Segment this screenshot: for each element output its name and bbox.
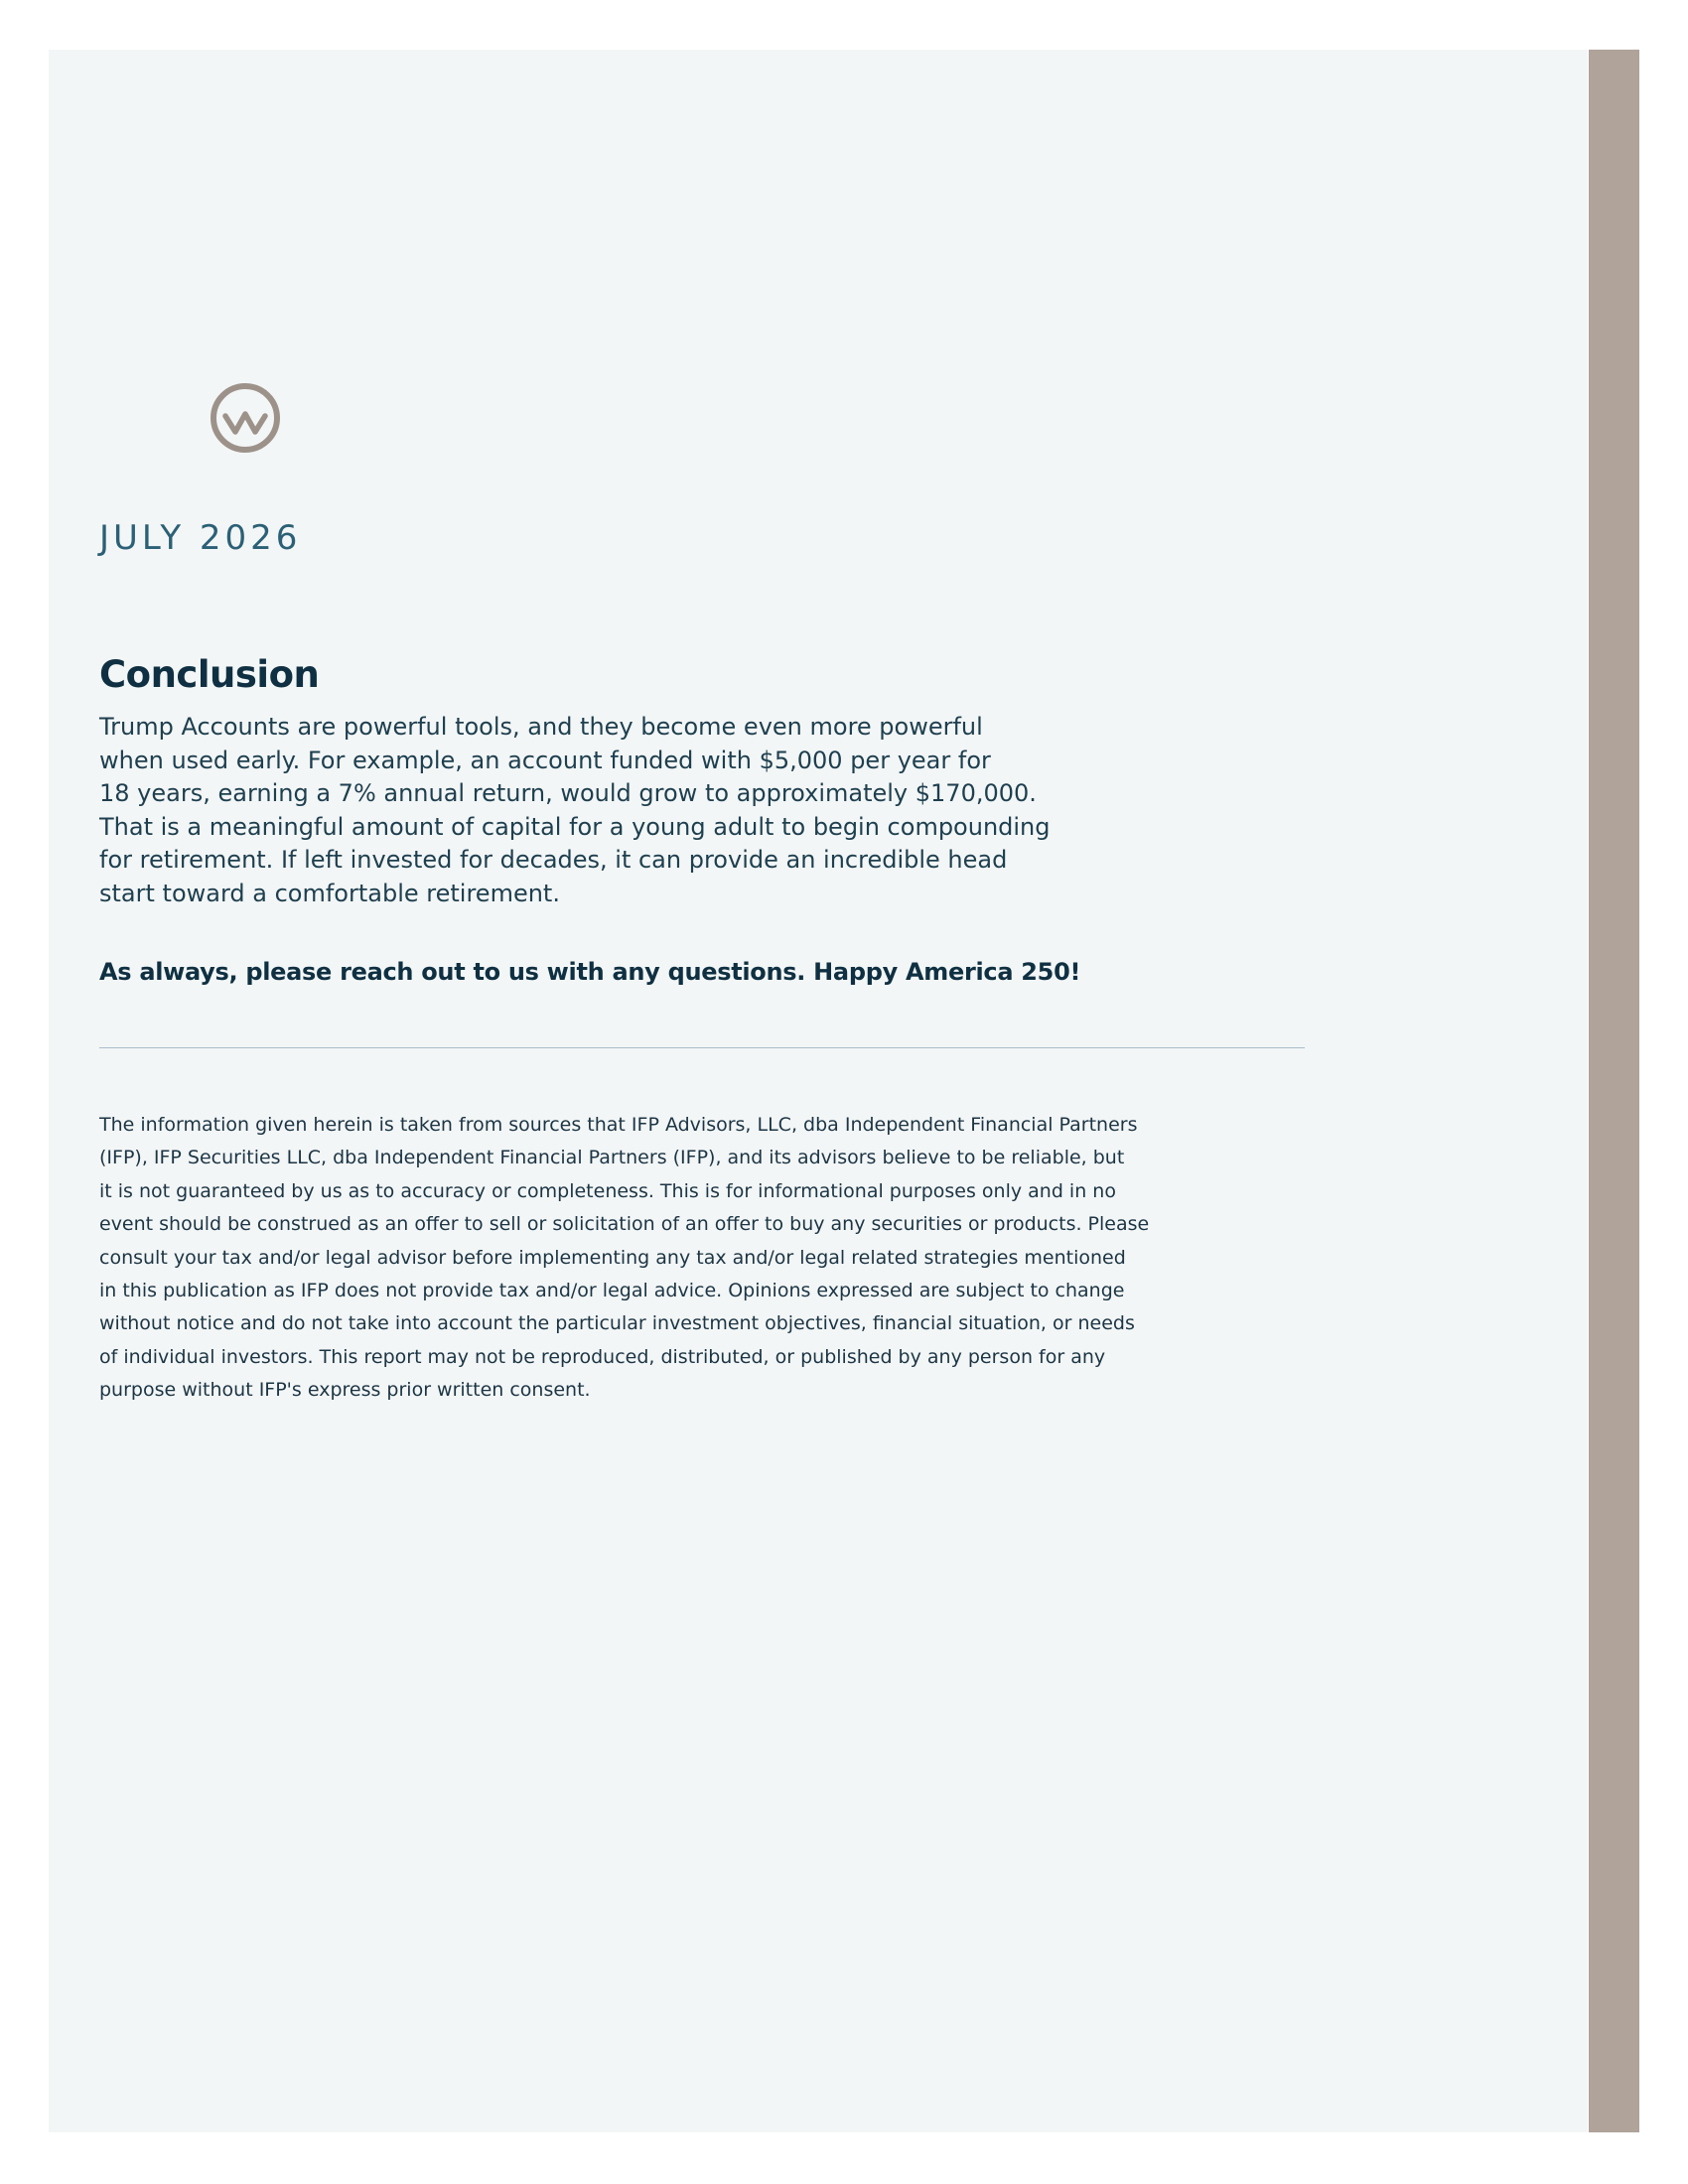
paragraph-line: for retirement. If left invested for decades, it can provide an incredible head <box>99 846 1008 874</box>
page-background <box>49 50 1588 2132</box>
disclaimer-line: it is not guaranteed by us as to accuracy or completeness. This is for informational purposes only and in no <box>99 1179 1116 1202</box>
paragraph-line: start toward a comfortable retirement. <box>99 879 560 907</box>
disclaimer-line: of individual investors. This report may not be reproduced, distributed, or published by any person for any <box>99 1345 1106 1368</box>
section-heading: Conclusion <box>99 653 320 696</box>
disclaimer-line: The information given herein is taken from sources that IFP Advisors, LLC, dba Independent Financial Partners <box>99 1114 1138 1136</box>
paragraph-line: when used early. For example, an account funded with $5,000 per year for <box>99 746 991 774</box>
disclaimer-line: without notice and do not take into account the particular investment objectives, financial situation, or needs <box>99 1312 1135 1335</box>
closing-callout: As always, please reach out to us with any questions. Happy America 250! <box>99 958 1081 986</box>
ifp-w-circle-logo-icon <box>209 381 282 455</box>
paragraph-line: 18 years, earning a 7% annual return, would grow to approximately $170,000. <box>99 779 1037 807</box>
paragraph-line: Trump Accounts are powerful tools, and they become even more powerful <box>99 713 983 741</box>
conclusion-paragraph <box>99 711 1251 910</box>
disclaimer-line: purpose without IFP's express prior written consent. <box>99 1379 591 1402</box>
paragraph-line: That is a meaningful amount of capital for a young adult to begin compounding <box>99 812 1051 841</box>
disclaimer-line: in this publication as IFP does not provide tax and/or legal advice. Opinions expressed are subject to change <box>99 1280 1125 1302</box>
legal-disclaimer <box>99 1109 1340 1408</box>
disclaimer-line: (IFP), IFP Securities LLC, dba Independent Financial Partners (IFP), and its advisors believe to be reliable, but <box>99 1147 1125 1169</box>
disclaimer-line: consult your tax and/or legal advisor before implementing any tax and/or legal related strategies mentioned <box>99 1246 1126 1269</box>
section-divider <box>99 1047 1305 1048</box>
side-accent-bar <box>1589 50 1639 2132</box>
disclaimer-line: event should be construed as an offer to sell or solicitation of an offer to buy any securities or products. Please <box>99 1213 1150 1236</box>
issue-date: JULY 2026 <box>99 518 302 558</box>
